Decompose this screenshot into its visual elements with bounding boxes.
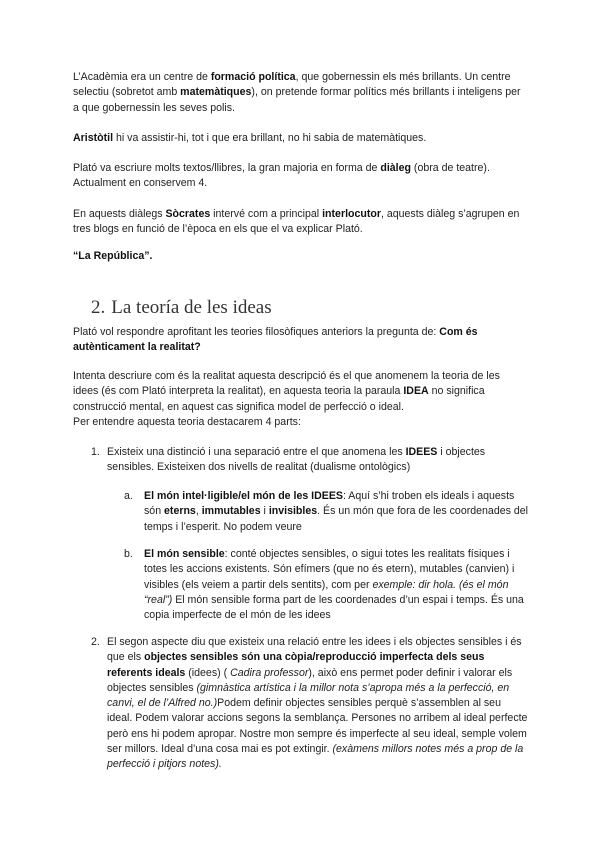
list-item-1: Existeix una distinció i una separació entre el que anomena les IDEES i objectes sensibles. Existeixen dos nivells de realitat (dualisme ontològics) bbox=[107, 446, 486, 474]
list-item-1a: El món intel·ligible/el món de les IDEES: Aquí s’hi troben els ideals i aquests són eterns, immutables i invisibles. És un món que fora de les coordenades del temps i l’esperit. No podem veure bbox=[144, 490, 528, 533]
list-letter-a: a. bbox=[124, 490, 133, 502]
paragraph-academia: L’Acadèmia era un centre de formació política, que gobernessin els més brillants. Un centre selectiu (sobretot amb matemàtiques), on pretende formar polítics més brillants i inteligens per a que gobernessin les seves polis. bbox=[73, 71, 521, 114]
paragraph-socrates: En aquests diàlegs Sòcrates intervé com a principal interlocutor, aquests diàleg s’agrupen en tres blogs en funció de l’època en els que el va explicar Plató. bbox=[73, 208, 520, 236]
paragraph-dialegs: Plató va escriure molts textos/llibres, la gran majoria en forma de diàleg (obra de teatre). Actualment en conservem 4. bbox=[73, 162, 490, 190]
heading-number: 2. bbox=[91, 297, 106, 318]
paragraph-republica: “La República”. bbox=[73, 250, 153, 262]
list-item-2: El segon aspecte diu que existeix una relació entre les idees i els objectes sensibles i és que els objectes sensibles són una còpia/reproducció imperfecta dels seus referents ideals (idees) ( Cadira professor), això ens permet poder definir i valorar els objectes sensibles (gimnàstica artística i la millor nota s’apropa més a la perfecció, en canvi, el de l’Alfred no.)Podem definir objectes sensibles perquè s’assemblen al seu ideal. Podem valorar accions segons la semblança. Persones no arribem al ideal perfecte però ens hi podem apropar. Nostre mon sempre és imperfecte al seu ideal, semple volem ser millors. Ideal d’una cosa mai es pot extingir. (exàmens millors notes més a prop de la perfecció i pitjors notes). bbox=[107, 636, 528, 771]
paragraph-pregunta: Plató vol respondre aprofitant les teories filosòfiques anteriors la pregunta de: Com és autènticament la realitat? bbox=[73, 326, 478, 354]
list-number-2: 2. bbox=[91, 636, 100, 648]
paragraph-aristotil: Aristòtil hi va assistir-hi, tot i que era brillant, no hi sabia de matemàtiques. bbox=[73, 132, 427, 144]
list-number-1: 1. bbox=[91, 446, 100, 458]
list-item-1b: El món sensible: conté objectes sensibles, o sigui totes les realitats físiques i totes les accions existents. Són efímers (que no és etern), mutables (canvien) i visibles (els veiem a partir dels sentits), com per exemple: dir hola. (és el món “real”) El món sensible forma part de les coordenades d’un espai i temps. És una copia imperfecte de el món de les idees bbox=[144, 548, 524, 622]
heading-title: La teoría de les ideas bbox=[111, 297, 272, 318]
section-heading bbox=[91, 297, 278, 319]
list-letter-b: b. bbox=[124, 548, 133, 560]
paragraph-intenta: Intenta descriure com és la realitat aquesta descripció és el que anomenem la teoria de les idees (és com Plató interpreta la realitat), en aquesta teoria la paraula IDEA no significa construcció mental, en aquest cas significa model de perfecció o ideal. Per entendre aquesta teoria destacarem 4 parts: bbox=[73, 370, 500, 428]
